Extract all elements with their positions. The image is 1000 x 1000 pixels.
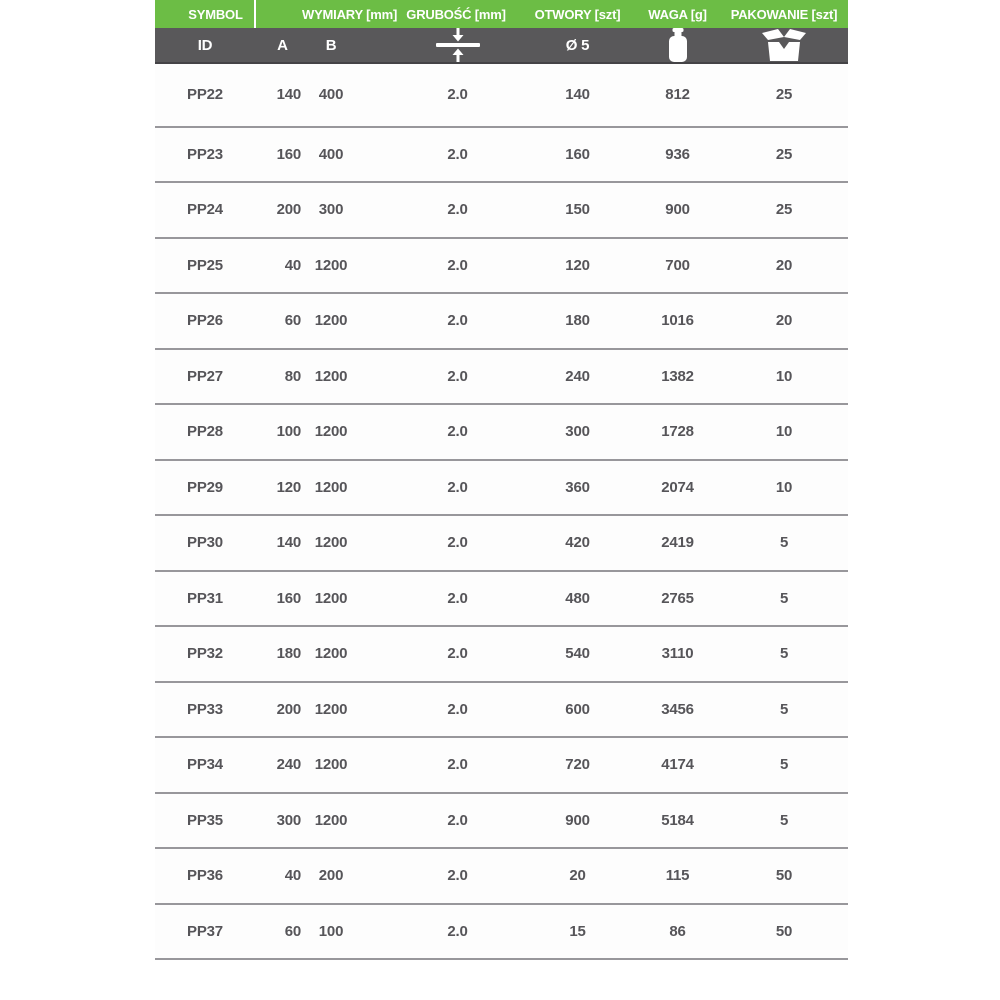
holes-cell: 900: [520, 793, 635, 849]
dimension-a-cell: 300: [255, 793, 310, 849]
dimension-a-cell: 60: [255, 904, 310, 960]
weight-cell: 2419: [635, 515, 720, 571]
dimension-a-cell: 120: [255, 460, 310, 516]
dimension-b-cell: 1200: [310, 293, 352, 349]
dimension-a-cell: 60: [255, 293, 310, 349]
dimension-b-cell: 200: [310, 848, 352, 904]
weight-cell: 812: [635, 63, 720, 127]
packaging-cell: 50: [720, 848, 848, 904]
weight-cell: 1728: [635, 404, 720, 460]
subheader-spacer: [352, 28, 395, 63]
thickness-cell: 2.0: [395, 460, 520, 516]
holes-cell: 540: [520, 626, 635, 682]
weight-cell: 3110: [635, 626, 720, 682]
spacer-cell: [352, 626, 395, 682]
product-symbol-cell: PP31: [155, 571, 255, 627]
dimension-b-cell: 1200: [310, 626, 352, 682]
dimension-a-cell: 140: [255, 515, 310, 571]
header-grubosc: GRUBOŚĆ [mm]: [352, 0, 520, 28]
dimension-b-cell: 1200: [310, 404, 352, 460]
dimension-a-cell: 200: [255, 682, 310, 738]
product-symbol-cell: PP35: [155, 793, 255, 849]
table-row: [155, 793, 848, 849]
table-row: [155, 293, 848, 349]
thickness-cell: 2.0: [395, 515, 520, 571]
product-symbol-cell: PP29: [155, 460, 255, 516]
spacer-cell: [352, 682, 395, 738]
holes-cell: 160: [520, 127, 635, 183]
spacer-cell: [352, 63, 395, 127]
thickness-cell: 2.0: [395, 404, 520, 460]
holes-cell: 720: [520, 737, 635, 793]
packaging-cell: 5: [720, 682, 848, 738]
subheader-diameter: Ø 5: [520, 28, 635, 63]
table-row: [155, 404, 848, 460]
thickness-cell: 2.0: [395, 349, 520, 405]
product-symbol-cell: PP27: [155, 349, 255, 405]
packaging-cell: 5: [720, 515, 848, 571]
spacer-cell: [352, 571, 395, 627]
holes-cell: 420: [520, 515, 635, 571]
spacer-cell: [352, 848, 395, 904]
holes-cell: 600: [520, 682, 635, 738]
weight-cell: 115: [635, 848, 720, 904]
dimension-a-cell: 200: [255, 182, 310, 238]
weight-cell: 2074: [635, 460, 720, 516]
weight-cell: 3456: [635, 682, 720, 738]
weight-cell: 2765: [635, 571, 720, 627]
packaging-cell: 10: [720, 460, 848, 516]
subheader-id: ID: [155, 28, 255, 63]
dimension-a-cell: 40: [255, 238, 310, 294]
table-row: [155, 349, 848, 405]
table-row: [155, 904, 848, 960]
product-symbol-cell: PP36: [155, 848, 255, 904]
table-row: [155, 460, 848, 516]
spacer-cell: [352, 793, 395, 849]
packaging-cell: 5: [720, 737, 848, 793]
thickness-cell: 2.0: [395, 63, 520, 127]
thickness-cell: 2.0: [395, 848, 520, 904]
spacer-cell: [352, 737, 395, 793]
header-otwory: OTWORY [szt]: [520, 0, 635, 28]
dimension-a-cell: 140: [255, 63, 310, 127]
packaging-cell: 25: [720, 127, 848, 183]
weight-cell: 1382: [635, 349, 720, 405]
dimension-b-cell: 1200: [310, 793, 352, 849]
holes-cell: 300: [520, 404, 635, 460]
table-row: [155, 182, 848, 238]
dimension-b-cell: 1200: [310, 737, 352, 793]
table-row: [155, 682, 848, 738]
weight-cell: 4174: [635, 737, 720, 793]
dimension-b-cell: 1200: [310, 238, 352, 294]
thickness-cell: 2.0: [395, 626, 520, 682]
holes-cell: 20: [520, 848, 635, 904]
weight-cell: 5184: [635, 793, 720, 849]
weight-cell: 700: [635, 238, 720, 294]
dimension-a-cell: 80: [255, 349, 310, 405]
thickness-cell: 2.0: [395, 127, 520, 183]
dimension-b-cell: 400: [310, 63, 352, 127]
header-pakowanie: PAKOWANIE [szt]: [720, 0, 848, 28]
spacer-cell: [352, 515, 395, 571]
weight-cell: 936: [635, 127, 720, 183]
table-body: [155, 63, 848, 959]
dimension-b-cell: 1200: [310, 460, 352, 516]
product-spec-table: [155, 0, 848, 960]
dimension-a-cell: 160: [255, 127, 310, 183]
packaging-cell: 25: [720, 182, 848, 238]
packaging-cell: 5: [720, 571, 848, 627]
product-symbol-cell: PP24: [155, 182, 255, 238]
thickness-cell: 2.0: [395, 238, 520, 294]
table-row: [155, 238, 848, 294]
table-row: [155, 848, 848, 904]
spacer-cell: [352, 349, 395, 405]
dimension-a-cell: 160: [255, 571, 310, 627]
spacer-cell: [352, 904, 395, 960]
holes-cell: 180: [520, 293, 635, 349]
thickness-cell: 2.0: [395, 682, 520, 738]
packaging-cell: 10: [720, 349, 848, 405]
product-symbol-cell: PP28: [155, 404, 255, 460]
table-row: [155, 515, 848, 571]
thickness-cell: 2.0: [395, 182, 520, 238]
product-symbol-cell: PP33: [155, 682, 255, 738]
holes-cell: 360: [520, 460, 635, 516]
table-header-row: [155, 0, 848, 28]
packaging-cell: 25: [720, 63, 848, 127]
dimension-b-cell: 400: [310, 127, 352, 183]
dimension-b-cell: 100: [310, 904, 352, 960]
dimension-a-cell: 100: [255, 404, 310, 460]
packaging-cell: 20: [720, 238, 848, 294]
dimension-b-cell: 1200: [310, 515, 352, 571]
thickness-caliper-icon: [395, 28, 520, 63]
packaging-cell: 50: [720, 904, 848, 960]
spacer-cell: [352, 460, 395, 516]
open-box-icon: [720, 28, 848, 63]
spacer-cell: [352, 293, 395, 349]
spacer-cell: [352, 182, 395, 238]
table-subheader-row: [155, 28, 848, 63]
dimension-b-cell: 1200: [310, 571, 352, 627]
holes-cell: 15: [520, 904, 635, 960]
thickness-cell: 2.0: [395, 737, 520, 793]
product-symbol-cell: PP23: [155, 127, 255, 183]
thickness-cell: 2.0: [395, 293, 520, 349]
table-row: [155, 63, 848, 127]
holes-cell: 240: [520, 349, 635, 405]
packaging-cell: 5: [720, 793, 848, 849]
product-symbol-cell: PP32: [155, 626, 255, 682]
spacer-cell: [352, 404, 395, 460]
weight-cell: 900: [635, 182, 720, 238]
subheader-b: B: [310, 28, 352, 63]
packaging-cell: 10: [720, 404, 848, 460]
dimension-b-cell: 300: [310, 182, 352, 238]
dimension-a-cell: 180: [255, 626, 310, 682]
thickness-cell: 2.0: [395, 904, 520, 960]
table-row: [155, 127, 848, 183]
packaging-cell: 5: [720, 626, 848, 682]
product-symbol-cell: PP34: [155, 737, 255, 793]
header-wymiary: WYMIARY [mm]: [255, 0, 352, 28]
holes-cell: 120: [520, 238, 635, 294]
product-symbol-cell: PP30: [155, 515, 255, 571]
packaging-cell: 20: [720, 293, 848, 349]
holes-cell: 140: [520, 63, 635, 127]
thickness-cell: 2.0: [395, 793, 520, 849]
header-waga: WAGA [g]: [635, 0, 720, 28]
thickness-cell: 2.0: [395, 571, 520, 627]
table-row: [155, 737, 848, 793]
spacer-cell: [352, 238, 395, 294]
spacer-cell: [352, 127, 395, 183]
dimension-b-cell: 1200: [310, 682, 352, 738]
weight-cell: 86: [635, 904, 720, 960]
weight-icon: [635, 28, 720, 63]
table-row: [155, 571, 848, 627]
product-symbol-cell: PP26: [155, 293, 255, 349]
product-symbol-cell: PP37: [155, 904, 255, 960]
table-row: [155, 626, 848, 682]
dimension-a-cell: 40: [255, 848, 310, 904]
header-symbol: SYMBOL: [155, 0, 255, 28]
dimension-a-cell: 240: [255, 737, 310, 793]
product-symbol-cell: PP22: [155, 63, 255, 127]
weight-cell: 1016: [635, 293, 720, 349]
product-symbol-cell: PP25: [155, 238, 255, 294]
holes-cell: 480: [520, 571, 635, 627]
subheader-a: A: [255, 28, 310, 63]
dimension-b-cell: 1200: [310, 349, 352, 405]
holes-cell: 150: [520, 182, 635, 238]
